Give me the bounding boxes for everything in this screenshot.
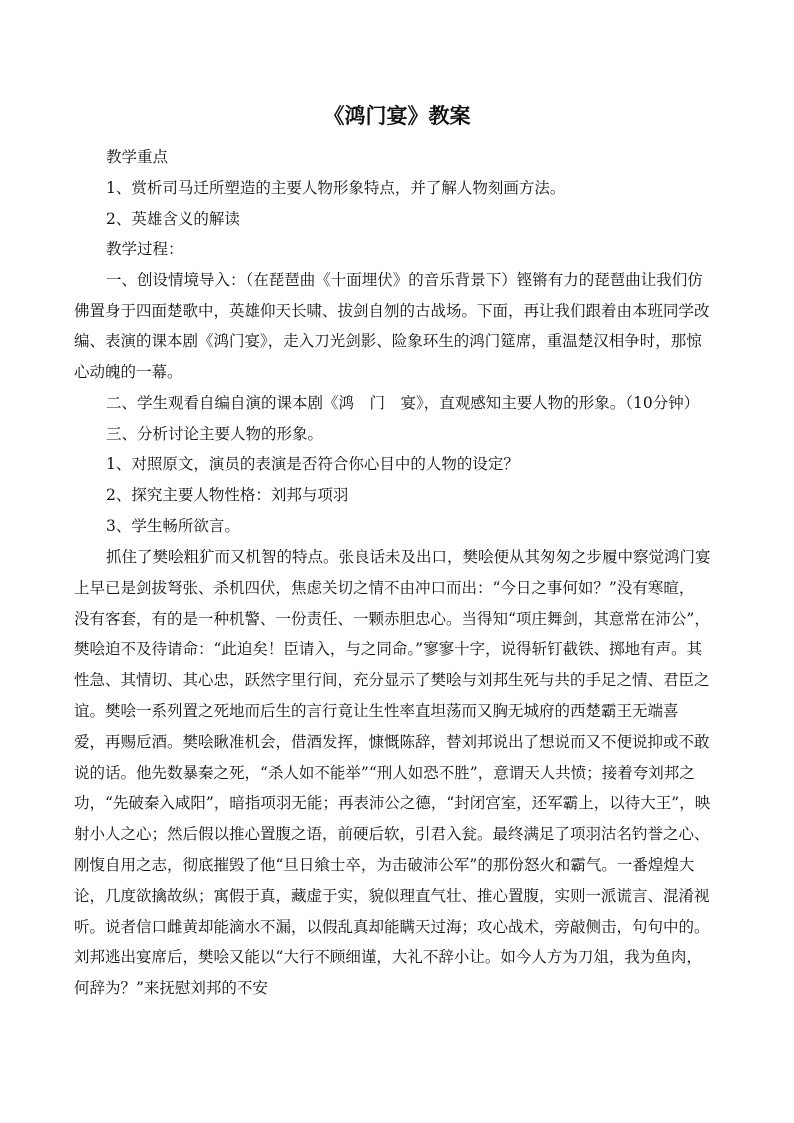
- paragraph-line: 二、学生观看自编自演的课本剧《鸿 门 宴》，直观感知主要人物的形象。（10分钟）: [106, 394, 700, 412]
- paragraph-line: 三、分析讨论主要人物的形象。: [106, 425, 324, 443]
- paragraph-line: 3、学生畅所欲言。: [106, 517, 240, 535]
- paragraph-line: 1、对照原文，演员的表演是否符合你心目中的人物的设定？: [106, 455, 519, 473]
- section-heading-key-points: 教学重点: [106, 148, 169, 166]
- paragraph-line: 论，几度欲擒故纵；寓假于真，藏虚于实，貌似理直气壮、推心置腹，实则一派谎言、混淆视: [74, 887, 710, 905]
- paragraph-line: 功，“先破秦入咸阳”，暗指项羽无能；再表沛公之德，“封闭宫室，还军霸上，以待大王”，映: [74, 794, 711, 812]
- paragraph-line: 上早已是剑拔弩张、杀机四伏，焦虑关切之情不由冲口而出：“今日之事何如？”没有寒暄，: [74, 579, 695, 597]
- paragraph-line: 谊。樊哙一系列置之死地而后生的言行竟让生性率直坦荡而又胸无城府的西楚霸王无端喜: [74, 702, 679, 720]
- paragraph-line: 听。说者信口雌黄却能滴水不漏，以假乱真却能瞒天过海；攻心战术，旁敲侧击，句句中的。: [74, 918, 710, 936]
- paragraph-line: 射小人之心；然后假以推心置腹之语，前硬后软，引君入瓮。最终满足了项羽沽名钓誉之心、: [74, 825, 710, 843]
- paragraph-line: 樊哙迫不及待请命：“此迫矣！臣请入，与之同命。”寥寥十字，说得斩钉截铁、掷地有声。其: [74, 640, 703, 658]
- paragraph-line: 刚愎自用之志，彻底摧毁了他“旦日飨士卒，为击破沛公军”的那份怒火和霸气。一番煌煌大: [74, 856, 695, 874]
- page-title: 《鸿门宴》教案: [323, 103, 471, 128]
- paragraph-line: 没有客套，有的是一种机警、一份责任、一颗赤胆忠心。当得知“项庄舞剑，其意常在沛公”，: [74, 610, 710, 628]
- paragraph-line: 1、赏析司马迁所塑造的主要人物形象特点，并了解人物刻画方法。: [106, 179, 566, 197]
- paragraph-line: 刘邦逃出宴席后，樊哙又能以“大行不顾细谨，大礼不辞小让。如今人方为刀俎，我为鱼肉，: [74, 948, 702, 966]
- paragraph-line: 说的话。他先数暴秦之死，“杀人如不能举”“刑人如恐不胜”，意谓天人共愤；接着夸刘邦之: [74, 764, 695, 782]
- paragraph-line: 2、英雄含义的解读: [106, 210, 240, 228]
- paragraph-line: 佛置身于四面楚歌中，英雄仰天长啸、拔剑自刎的古战场。下面，再让我们跟着由本班同学改: [74, 302, 710, 320]
- paragraph-line: 抓住了樊哙粗犷而又机智的特点。张良话未及出口，樊哙便从其匆匆之步履中察觉鸿门宴: [106, 548, 711, 566]
- paragraph-line: 何辞为？”来抚慰刘邦的不安: [74, 979, 268, 997]
- paragraph-line: 心动魄的一幕。: [74, 363, 183, 381]
- paragraph-line: 编、表演的课本剧《鸿门宴》，走入刀光剑影、险象环生的鸿门筵席，重温楚汉相争时，那惊: [74, 332, 702, 350]
- paragraph-line: 2、探究主要人物性格：刘邦与项羽: [106, 486, 349, 504]
- section-heading-process: 教学过程：: [106, 240, 184, 258]
- paragraph-line: 性急、其情切、其心忠，跃然字里行间，充分显示了樊哙与刘邦生死与共的手足之情、君臣之: [74, 671, 710, 689]
- paragraph-line: 一、创设情境导入：（在琵琶曲《十面埋伏》的音乐背景下）铿锵有力的琵琶曲让我们仿: [106, 271, 703, 289]
- paragraph-line: 爱，再赐卮酒。樊哙瞅准机会，借酒发挥，慷慨陈辞，替刘邦说出了想说而又不便说抑或不敢: [74, 733, 710, 751]
